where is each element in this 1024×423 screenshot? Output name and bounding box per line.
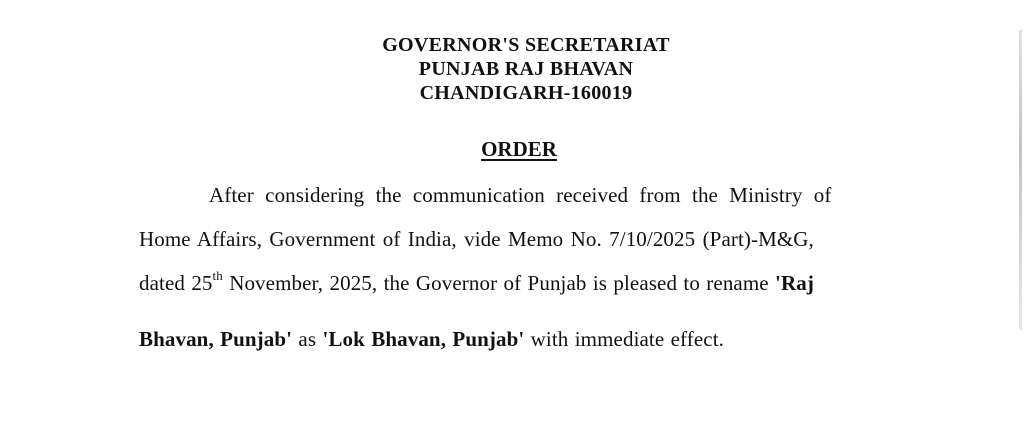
old-name-part-1: 'Raj (775, 271, 814, 295)
header-line-secretariat: GOVERNOR'S SECRETARIAT (382, 34, 670, 56)
as-text: as (292, 327, 323, 351)
header-line-raj-bhavan: PUNJAB RAJ BHAVAN (418, 58, 634, 80)
order-title: ORDER (481, 137, 557, 161)
effect-text: with immediate effect. (524, 327, 724, 351)
scan-edge-shadow (1019, 30, 1022, 330)
paragraph-line-3 (139, 268, 814, 296)
paragraph-line-4 (139, 327, 724, 352)
date-ordinal-suffix: th (212, 268, 223, 283)
paragraph-line-2: Home Affairs, Government of India, vide Memo No. 7/10/2025 (Part)-M&G, (139, 227, 814, 251)
date-text: dated 25 (139, 271, 213, 295)
old-name-part-2: Bhavan, Punjab' (139, 327, 293, 351)
rename-text: November, 2025, the Governor of Punjab is pleased to rename (222, 271, 776, 295)
header-line-city: CHANDIGARH-160019 (419, 82, 633, 104)
paragraph-line-1: After considering the communication received from the Ministry of (209, 183, 832, 207)
letterhead (0, 33, 1024, 105)
new-name: 'Lok Bhavan, Punjab' (322, 327, 525, 351)
